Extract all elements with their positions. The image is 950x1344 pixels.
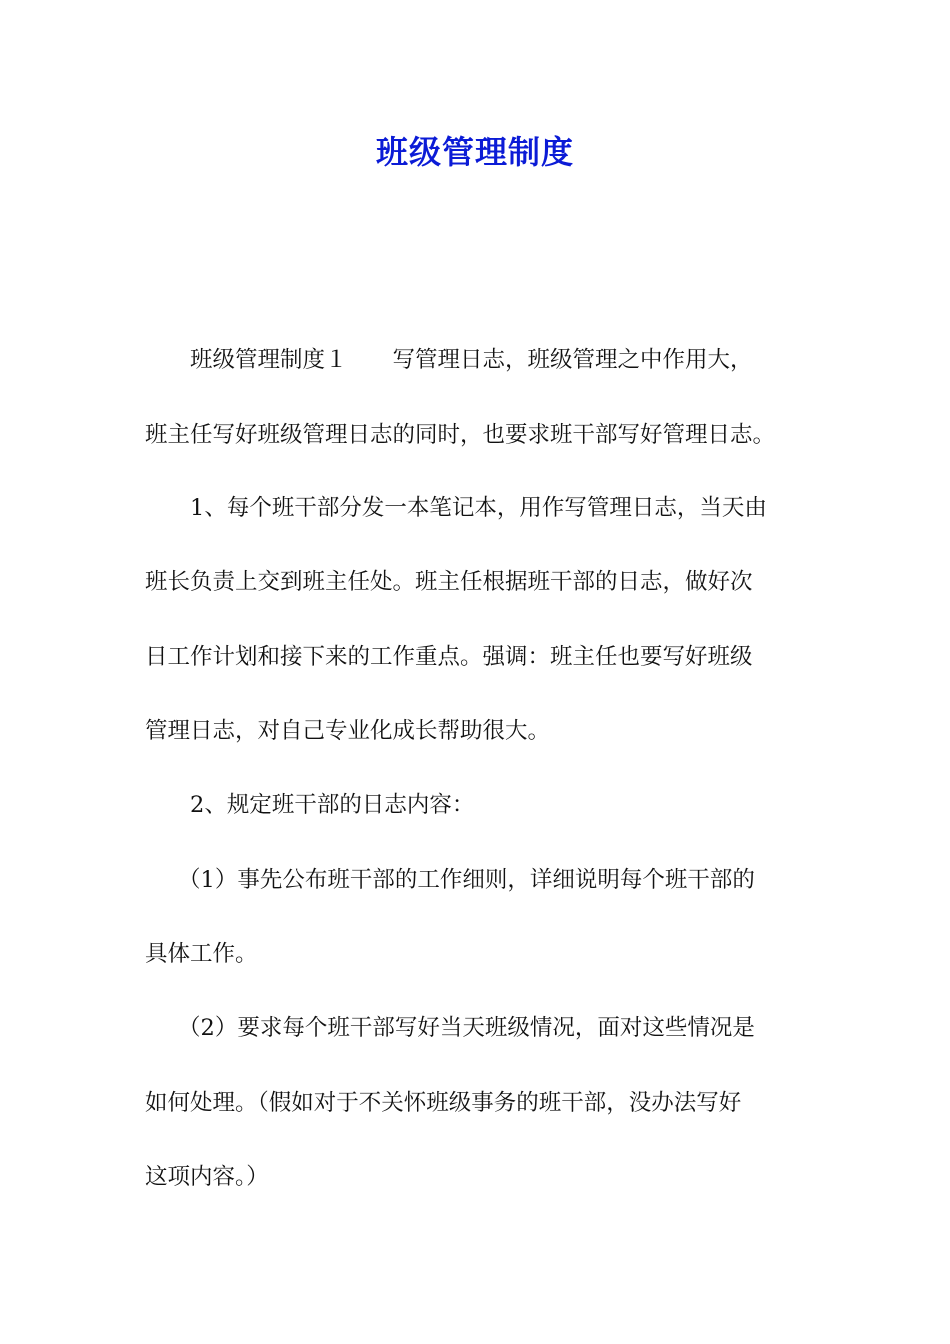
paragraph-line: 2、规定班干部的日志内容： [190,792,475,818]
paragraph-line: 班级管理制度１ 写管理日志，班级管理之中作用大， [190,347,753,373]
paragraph-line: （1）事先公布班干部的工作细则，详细说明每个班干部的 [178,867,755,893]
paragraph-line: 班长负责上交到班主任处。班主任根据班干部的日志，做好次 [145,569,753,595]
paragraph-line: （2）要求每个班干部写好当天班级情况，面对这些情况是 [178,1015,755,1041]
document-title: 班级管理制度 [375,133,574,171]
paragraph-line: 1、每个班干部分发一本笔记本，用作写管理日志，当天由 [190,495,767,521]
paragraph-line: 管理日志，对自己专业化成长帮助很大。 [145,718,551,744]
paragraph-line: 如何处理。（假如对于不关怀班级事务的班干部，没办法写好 [145,1090,742,1116]
paragraph-line: 具体工作。 [145,941,258,967]
paragraph-line: 日工作计划和接下来的工作重点。强调：班主任也要写好班级 [145,644,753,670]
paragraph-line: 这项内容。） [145,1164,269,1190]
paragraph-line: 班主任写好班级管理日志的同时，也要求班干部写好管理日志。 [145,422,776,448]
